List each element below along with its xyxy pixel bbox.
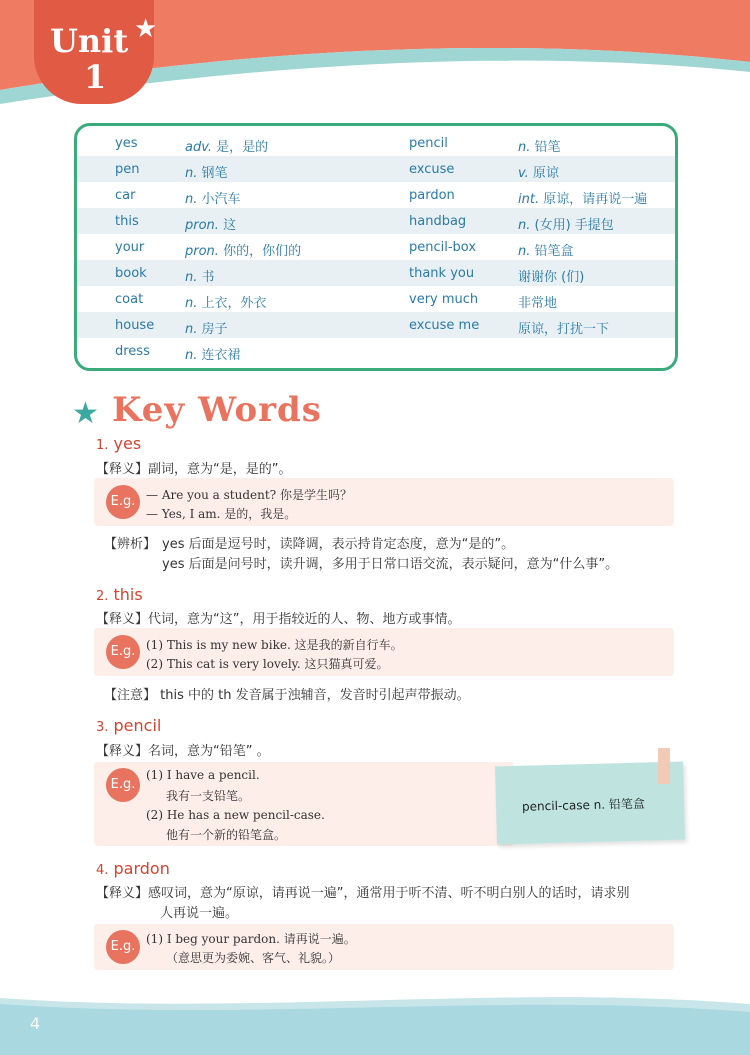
entry-meaning: 【释义】副词，意为“是，是的”。 — [96, 462, 292, 477]
vocab-row — [77, 312, 675, 338]
vocab-word: house — [115, 318, 155, 333]
example-box — [94, 478, 674, 526]
vocab-definition — [185, 214, 236, 233]
entry-meaning: 【释义】代词，意为“这”，用于指较近的人、物、地方或事情。 — [96, 612, 461, 627]
example-line: — Are you a student? 你是学生吗？ — [146, 488, 352, 502]
vocab-meaning: 非常地 — [518, 296, 558, 311]
vocab-meaning: 钢笔 — [201, 166, 228, 181]
note-line: 【注意】 this 中的 th 发音属于浊辅音，发音时引起声带振动。 — [104, 688, 470, 703]
vocab-word: pen — [115, 162, 140, 177]
star-icon: ★ — [72, 396, 99, 431]
vocab-definition — [185, 292, 267, 311]
part-of-speech: pron. — [185, 218, 219, 233]
example-line: (1) This is my new bike. 这是我的新自行车。 — [146, 638, 403, 652]
vocab-definition — [518, 292, 557, 311]
example-line: (1) I have a pencil. — [146, 768, 260, 782]
entry-number: 3. — [96, 720, 109, 735]
vocab-word: book — [115, 266, 147, 281]
vocab-definition — [518, 162, 559, 181]
vocab-meaning: 原谅，请再说一遍 — [543, 192, 648, 207]
part-of-speech: v. — [518, 166, 529, 181]
vocab-definition — [518, 136, 561, 155]
vocab-word: car — [115, 188, 136, 203]
vocab-row — [77, 208, 675, 234]
vocab-word: thank you — [409, 266, 475, 281]
entry-heading — [96, 585, 143, 604]
vocab-word: pencil — [409, 136, 448, 151]
vocab-meaning: 铅笔盒 — [534, 244, 574, 259]
vocab-word: pencil-box — [409, 240, 477, 255]
vocab-definition — [518, 214, 614, 233]
example-line: (2) He has a new pencil-case. — [146, 808, 325, 822]
star-icon: ★ — [134, 14, 158, 44]
vocab-definition — [518, 188, 647, 207]
example-badge: E.g. — [106, 485, 140, 519]
part-of-speech: int. — [518, 192, 540, 207]
vocab-meaning: 房子 — [201, 322, 228, 337]
unit-number: 1 — [84, 58, 107, 96]
tape-decoration — [658, 748, 670, 784]
vocab-meaning: 连衣裙 — [201, 348, 241, 363]
entry-heading — [96, 859, 170, 878]
vocab-note-card — [495, 762, 685, 845]
part-of-speech: n. — [518, 218, 531, 233]
analysis-line: yes 后面是逗号时，读降调，表示持肯定态度，意为“是的”。 — [162, 537, 515, 552]
unit-badge — [34, 0, 158, 104]
vocab-word: coat — [115, 292, 144, 307]
entry-meaning: 人再说一遍。 — [160, 906, 239, 921]
part-of-speech: n. — [185, 270, 198, 285]
unit-label: Unit — [50, 22, 129, 60]
vocab-meaning: 小汽车 — [201, 192, 241, 207]
vocab-meaning: 上衣，外衣 — [201, 296, 267, 311]
vocab-meaning: 原谅，打扰一下 — [518, 322, 610, 337]
vocab-definition — [185, 318, 228, 337]
entry-number: 2. — [96, 589, 109, 604]
part-of-speech: n. — [518, 244, 531, 259]
vocab-row — [77, 286, 675, 312]
part-of-speech: n. — [518, 140, 531, 155]
vocab-definition — [185, 240, 301, 259]
part-of-speech: n. — [185, 296, 198, 311]
example-badge: E.g. — [106, 635, 140, 669]
vocab-row — [77, 130, 675, 156]
entry-heading — [96, 434, 141, 453]
vocab-word: your — [115, 240, 145, 255]
entry-heading — [96, 716, 161, 735]
vocab-definition — [185, 344, 241, 363]
vocab-definition — [518, 266, 584, 285]
part-of-speech: n. — [185, 166, 198, 181]
page-number: 4 — [30, 1014, 41, 1033]
vocab-row — [77, 260, 675, 286]
vocab-row — [77, 338, 675, 364]
vocab-meaning: (女用) 手提包 — [534, 218, 614, 233]
vocab-meaning: 书 — [201, 270, 215, 285]
vocab-word: handbag — [409, 214, 467, 229]
example-line: — Yes, I am. 是的，我是。 — [146, 507, 297, 521]
example-badge: E.g. — [106, 768, 140, 802]
vocabulary-table — [74, 123, 678, 371]
vocab-word: pardon — [409, 188, 455, 203]
vocab-definition — [518, 318, 609, 337]
vocab-meaning: 谢谢你 (们) — [518, 270, 585, 285]
vocab-word: very much — [409, 292, 479, 307]
example-badge: E.g. — [106, 930, 140, 964]
vocab-definition — [185, 162, 228, 181]
part-of-speech: adv. — [185, 140, 212, 155]
vocab-word: excuse me — [409, 318, 480, 333]
example-box — [94, 762, 514, 846]
analysis-line: yes 后面是问号时，读升调，多用于日常口语交流，表示疑问，意为“什么事”。 — [162, 557, 619, 572]
analysis-label: 【辨析】 — [104, 537, 157, 552]
example-box — [94, 924, 674, 970]
part-of-speech: pron. — [185, 244, 219, 259]
entry-number: 4. — [96, 863, 109, 878]
example-line: 我有一支铅笔。 — [166, 789, 251, 803]
vocab-meaning: 是，是的 — [216, 140, 269, 155]
vocab-row — [77, 234, 675, 260]
entry-word: pardon — [113, 859, 170, 878]
example-box — [94, 628, 674, 676]
vocab-word: dress — [115, 344, 150, 359]
note-card-text: pencil-case n. 铅笔盒 — [521, 796, 646, 814]
example-line: 他有一个新的铅笔盒。 — [166, 828, 287, 842]
example-line: （意思更为委婉、客气、礼貌。） — [166, 951, 341, 965]
entry-number: 1. — [96, 438, 109, 453]
part-of-speech: n. — [185, 192, 198, 207]
vocab-row — [77, 156, 675, 182]
entry-word: this — [113, 585, 143, 604]
vocab-meaning: 铅笔 — [534, 140, 561, 155]
vocab-meaning: 你的，你们的 — [223, 244, 302, 259]
part-of-speech: n. — [185, 348, 198, 363]
footer-band — [0, 990, 750, 1055]
vocab-meaning: 这 — [223, 218, 237, 233]
part-of-speech: n. — [185, 322, 198, 337]
vocab-definition — [185, 266, 215, 285]
vocab-definition — [518, 240, 574, 259]
entry-meaning: 【释义】名词，意为“铅笔” 。 — [96, 744, 270, 759]
vocab-word: this — [115, 214, 139, 229]
example-line: (1) I beg your pardon. 请再说一遍。 — [146, 932, 356, 946]
entry-word: pencil — [113, 716, 162, 735]
vocab-definition — [185, 188, 241, 207]
entry-word: yes — [113, 434, 142, 453]
vocab-word: yes — [115, 136, 138, 151]
entry-meaning: 【释义】感叹词，意为“原谅，请再说一遍”，通常用于听不清、听不明白别人的话时，请求别 — [96, 886, 630, 901]
key-words-title: Key Words — [112, 390, 322, 430]
vocab-definition — [185, 136, 268, 155]
vocab-word: excuse — [409, 162, 455, 177]
example-line: (2) This cat is very lovely. 这只猫真可爱。 — [146, 657, 389, 671]
vocab-row — [77, 182, 675, 208]
vocab-meaning: 原谅 — [532, 166, 559, 181]
